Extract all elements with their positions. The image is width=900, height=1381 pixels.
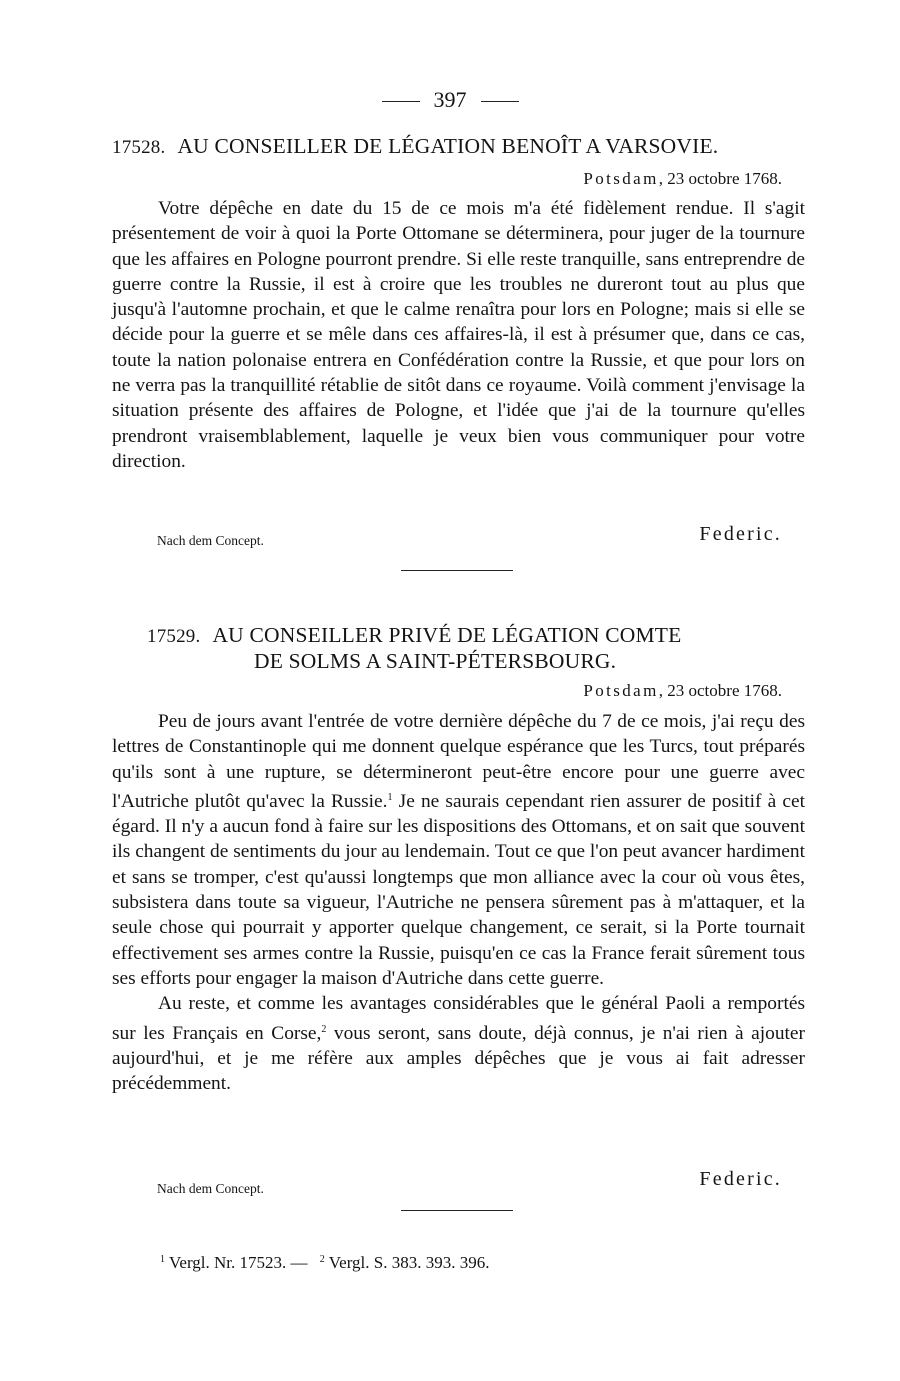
letter-2-heading xyxy=(147,623,681,648)
letter-2-date: , 23 octobre 1768. xyxy=(658,681,782,700)
letter-2-paragraph-2 xyxy=(112,991,805,1096)
letter-1-number: 17528. xyxy=(112,137,166,158)
footnote-ref-1: 1 xyxy=(387,791,393,803)
header-dash-right xyxy=(481,101,519,102)
letter-2-title-line1: AU CONSEILLER PRIVÉ DE LÉGATION COMTE xyxy=(212,623,682,647)
letter-2-signature: Federic. xyxy=(699,1168,782,1190)
letter-2-place: Potsdam xyxy=(583,681,659,700)
letter-1-heading xyxy=(112,134,718,159)
header-dash-left xyxy=(382,101,420,102)
letter-1-body xyxy=(112,196,805,474)
letter-2-number: 17529. xyxy=(147,626,201,647)
letter-1-signature: Federic. xyxy=(699,523,782,545)
footnotes xyxy=(160,1253,490,1273)
letter-1-paragraph: Votre dépêche en date du 15 de ce mois m'a été fidèlement rendue. Il s'agit présentement de voir à quoi la Porte Ottomane se déterminera, pour juger de la tournure que les affaires en Pologne pourront prendre. Si elle reste tranquille, sans entreprendre de guerre contre la Russie, il est à croire que les troubles ne dureront tout au plus que jusqu'à l'automne prochain, et que le calme renaîtra pour lors en Pologne; mais si elle se décide pour la guerre et se mêle dans ces affaires-là, il est à présumer que, dans ce cas, toute la nation polonaise entrera en Confédération contre la Russie, et que pour lors on ne verra pas la tranquillité rétablie de sitôt dans ce royaume. Voilà comment j'envisage la situation présente des affaires de Pologne, et l'idée que j'ai de la tournure qu'elles prendront vraisemblablement, laquelle je veux bien vous communiquer pour votre direction. xyxy=(112,198,805,472)
separator-rule-2 xyxy=(401,1210,513,1211)
letter-2-paragraph-1 xyxy=(112,709,805,991)
footnote-1-text: Vergl. Nr. 17523. — xyxy=(169,1253,308,1272)
letter-2-heading-line2 xyxy=(254,649,616,674)
letter-1-title: AU CONSEILLER DE LÉGATION BENOÎT A VARSOVIE. xyxy=(177,134,719,158)
letter-2-p1-part1: Peu de jours avant l'entrée de votre dernière dépêche du 7 de ce mois, j'ai reçu des lettres de Constantinople qui me donnent quelque espérance que les Turcs, tout préparés qu'ils sont à une rupture, se détermineront peut-être encore pour une guerre avec l'Autriche plutôt qu'avec la Russie. xyxy=(112,711,805,812)
page-number-header xyxy=(0,86,900,114)
letter-2-p2-part1: Au reste, et comme les avantages considérables que le général Paoli a remportés sur les Français en Corse, xyxy=(112,993,805,1044)
letter-1-date: , 23 octobre 1768. xyxy=(658,169,782,188)
letter-2-title-line2: DE SOLMS A SAINT-PÉTERSBOURG. xyxy=(254,649,617,673)
footnote-2-text: Vergl. S. 383. 393. 396. xyxy=(328,1253,490,1272)
footnote-2-mark: 2 xyxy=(319,1254,325,1265)
footnote-ref-2: 2 xyxy=(321,1023,327,1035)
separator-rule-1 xyxy=(401,570,513,571)
letter-1-source-note: Nach dem Concept. xyxy=(157,533,264,548)
letter-2-place-date xyxy=(583,681,782,701)
letter-1-place: Potsdam xyxy=(583,169,659,188)
letter-2-body xyxy=(112,709,805,1096)
letter-2-p1-part2: Je ne saurais cependant rien assurer de positif à cet égard. Il n'y a aucun fond à faire sur les dispositions des Ottomans, et on sait que souvent ils changent de sentiments du jour au lendemain. Tout ce que l'on peut avancer hardiment et sans se tromper, c'est qu'aussi longtemps que mon alliance avec la cour où vous êtes, subsistera dans toute sa vigueur, l'Autriche ne pensera sûrement pas à m'attaquer, et la seule chose qui pourrait y apporter quelque changement, ce serait, si la Porte tournait effectivement ses armes contre la Russie, puisqu'en ce cas la France ferait sûrement tous ses efforts pour engager la maison d'Autriche dans cette guerre. xyxy=(112,790,805,989)
page-number: 397 xyxy=(433,87,467,112)
letter-2-p2-part2: vous seront, sans doute, déjà connus, je n'ai rien à ajouter aujourd'hui, et je me réfère aux amples dépêches que je vous ai fait adresser précédemment. xyxy=(112,1022,805,1095)
letter-2-source-note: Nach dem Concept. xyxy=(157,1181,264,1196)
footnote-1-mark: 1 xyxy=(160,1254,165,1265)
letter-1-place-date xyxy=(583,169,782,189)
